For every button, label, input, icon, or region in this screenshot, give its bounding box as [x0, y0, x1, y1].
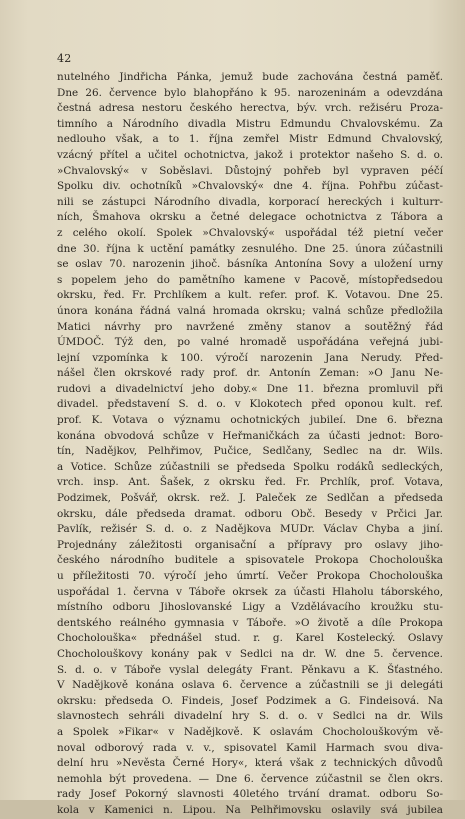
text-line: a Votice. Schůze zúčastnili se předseda Spolku rodáků sedleckých, — [57, 460, 443, 473]
text-line: timního a Národního divadla Mistru Edmundu Chvalovskému. Za — [57, 117, 443, 130]
text-line: českého národního buditele a spisovatele Prokopa Chocholouška — [57, 554, 443, 567]
text-line: vrch. insp. Ant. Šašek, z okrsku řed. Fr. Prchlík, prof. Votava, — [57, 476, 443, 489]
text-line: nemohla být provedena. — Dne 6. července zúčastnil se člen okrs. — [57, 772, 443, 785]
text-line: okrsku, dále předseda dramat. odboru Obč. Besedy v Prčici Jar. — [57, 507, 443, 520]
text-line: nili se zástupci Národního divadla, korporací hereckých i kulturr- — [57, 195, 443, 208]
text-line: se oslav 70. narozenin jihoč. básníka Antonína Sovy a uložení urny — [57, 258, 443, 271]
text-line: nášel člen okrskové rady prof. dr. Antonín Zeman: »O Janu Ne- — [57, 367, 443, 380]
text-line: Projednány záležitosti organisační a přípravy pro oslavy jiho- — [57, 538, 443, 551]
text-line: uspořádal 1. června v Táboře okrsek za účasti Hlaholu táborského, — [57, 585, 443, 598]
text-line: vzácný přítel a učitel ochotnictva, jakož i protektor našeho S. d. o. — [57, 148, 443, 161]
text-line: prof. K. Votava o významu ochotnických jubileí. Dne 6. března — [57, 414, 443, 427]
text-line: a Spolek »Fikar« v Nadějkově. K oslavám Chocholouškovým vě- — [57, 725, 443, 738]
text-line: delní hru »Nevěsta Černé Hory«, která však z technických důvodů — [57, 757, 443, 770]
text-line: Pavlík, režisér S. d. o. z Nadějkova MUDr. Václav Chyba a jiní. — [57, 523, 443, 536]
text-line: tín, Nadějkov, Pelhřimov, Pučice, Sedlčany, Sedlec na dr. Wils. — [57, 445, 443, 458]
text-line: nedlouho však, a to 1. října zemřel Mistr Edmund Chvalovský, — [57, 133, 443, 146]
text-line: čestná adresa nestoru českého herectva, býv. vrch. režiséru Proza- — [57, 102, 443, 115]
text-line: místního odboru Jihoslovanské Ligy a Vzdělávacího kroužku stu- — [57, 601, 443, 614]
page-number: 42 — [57, 52, 72, 65]
text-line: ÚMDOČ. Týž den, po valné hromadě uspořádána veřejná jubi- — [57, 336, 443, 349]
text-line: konána obvodová schůze v Heřmaničkách za účasti jednot: Boro- — [57, 429, 443, 442]
text-line: rady Josef Pokorný slavnosti 40letého trvání dramat. odboru So- — [57, 788, 443, 801]
text-line: divadel. představení S. d. o. v Klokotech před oponou kult. ref. — [57, 398, 443, 411]
text-line: Matici návrhy pro navržené změny stanov a soutěžný řád — [57, 320, 443, 333]
text-line: V Nadějkově konána oslava 6. července a zúčastnili se ji delegáti — [57, 679, 443, 692]
text-line: noval odborový rada v. v., spisovatel Kamil Harmach svou diva- — [57, 741, 443, 754]
text-line: nutelného Jindřicha Pánka, jemuž bude zachována čestná paměť. — [57, 71, 443, 83]
text-line: lejní vzpomínka k 100. výročí narozenin Jana Nerudy. Před- — [57, 351, 443, 364]
text-line: ních, Šmahova okrsku a četné delegace ochotnictva z Tábora a — [57, 211, 443, 224]
text-line: Podzimek, Pošvář, okrsk. rež. J. Paleček ze Sedlčan a předseda — [57, 492, 443, 505]
text-line: Dne 26. července bylo blahopřáno k 95. narozeninám a odevzdána — [57, 86, 443, 99]
text-line: s popelem jeho do pamětního kamene v Pacově, místopředsedou — [57, 273, 443, 286]
text-line: okrsku, řed. Fr. Prchlíkem a kult. refer. prof. K. Votavou. Dne 25. — [57, 289, 443, 302]
text-line: dne 30. října k uctění památky zesnulého. Dne 25. února zúčastnili — [57, 242, 443, 255]
text-line: Chocholouška« přednášel stud. r. g. Karel Kostelecký. Oslavy — [57, 632, 443, 645]
body-text — [57, 70, 443, 819]
text-line: S. d. o. v Táboře vyslal delegáty Frant. Pěnkavu a K. Šťastného. — [57, 663, 443, 676]
text-line: Spolku div. ochotníků »Chvalovský« dne 4. října. Pohřbu zúčast- — [57, 180, 443, 193]
text-line: z celého okolí. Spolek »Chvalovský« uspořádal též pietní večer — [57, 226, 443, 239]
text-line: února konána řádná valná hromada okrsku; valná schůze předložila — [57, 304, 443, 317]
text-line: okrsku: předseda O. Findeis, Josef Podzimek a G. Findeisová. Na — [57, 694, 443, 707]
text-line: kola v Kamenici n. Lipou. Na Pelhřimovsku oslavily svá jubilea — [57, 803, 443, 816]
text-line: Chocholouškovy konány pak v Sedlci na dr. W. dne 5. července. — [57, 647, 443, 660]
text-line: u příležitosti 70. výročí jeho úmrtí. Večer Prokopa Chocholouška — [57, 570, 443, 582]
text-line: slavnostech sehráli divadelní hry S. d. o. v Sedlci na dr. Wils — [57, 710, 443, 723]
text-line: »Chvalovský« v Soběslavi. Důstojný pohřeb byl vypraven péčí — [57, 164, 443, 177]
text-line: rudovi a divadelnictví jeho doby.« Dne 11. března promluvil při — [57, 382, 443, 395]
text-line: dentského reálného gymnasia v Táboře. »O životě a díle Prokopa — [57, 616, 443, 629]
